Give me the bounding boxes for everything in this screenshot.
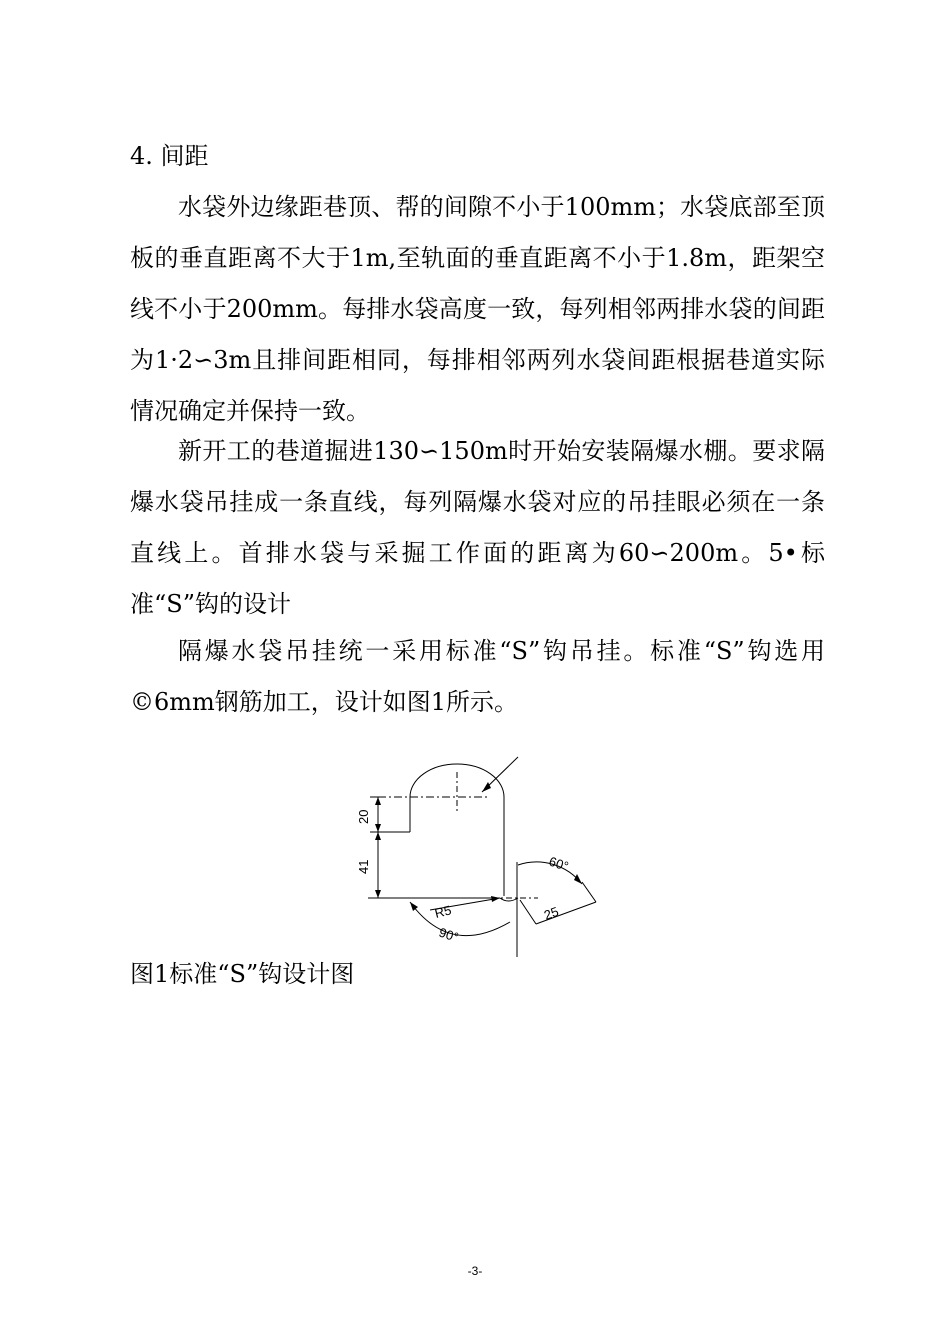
dim-ext-right-b: [582, 882, 596, 902]
arrowhead-angle-right: [574, 874, 582, 884]
s-hook-design-drawing: [356, 752, 610, 962]
paragraph-installation: 新开工的巷道掘进130∽150m时开始安装隔爆水棚。要求隔爆水袋吊挂成一条直线，每列隔爆水袋对应的吊挂眼必须在一条直线上。首排水袋与采掘工作面的距离为60∽200m。5•标准“S”钩的设计: [130, 437, 825, 618]
arrowhead-dim-top: [375, 797, 381, 805]
arrowhead-dim-bottom: [375, 890, 381, 898]
arrowhead-radius: [482, 782, 491, 792]
arrowhead-dim-mid-down: [375, 832, 381, 840]
label-dim-25: 25: [541, 903, 561, 923]
dim-label-20: 20: [356, 809, 371, 824]
hook-top-arc: [410, 764, 504, 797]
label-angle-60: 60°: [547, 853, 571, 874]
page-number: -3-: [467, 1264, 483, 1278]
arrowhead-r5: [491, 896, 500, 902]
dim-label-41: 41: [356, 859, 371, 874]
paragraph-s-hook: 隔爆水袋吊挂统一采用标准“S”钩吊挂。标准“S”钩选用©6mm钢筋加工，设计如图1所示。: [130, 637, 825, 716]
dim-ext-right-a: [520, 900, 536, 924]
figure-caption: 图1标准“S”钩设计图: [130, 960, 355, 988]
arrowhead-angle-bottom: [410, 902, 418, 911]
label-r5: R5: [433, 902, 453, 921]
paragraph-spacing-rules: 水袋外边缘距巷顶、帮的间隙不小于100mm；水袋底部至顶板的垂直距离不大于1m,至轨面的垂直距离不小于1.8m，距架空线不小于200mm。每排水袋高度一致，每列相邻两排水袋的间距为1·2∽3m且排间距相同，每排相邻两列水袋间距根据巷道实际情况确定并保持一致。: [130, 193, 825, 425]
section-heading: 4. 间距: [130, 142, 209, 170]
arrowhead-dim-mid-up: [375, 824, 381, 832]
label-angle-90: 90°: [437, 924, 461, 945]
